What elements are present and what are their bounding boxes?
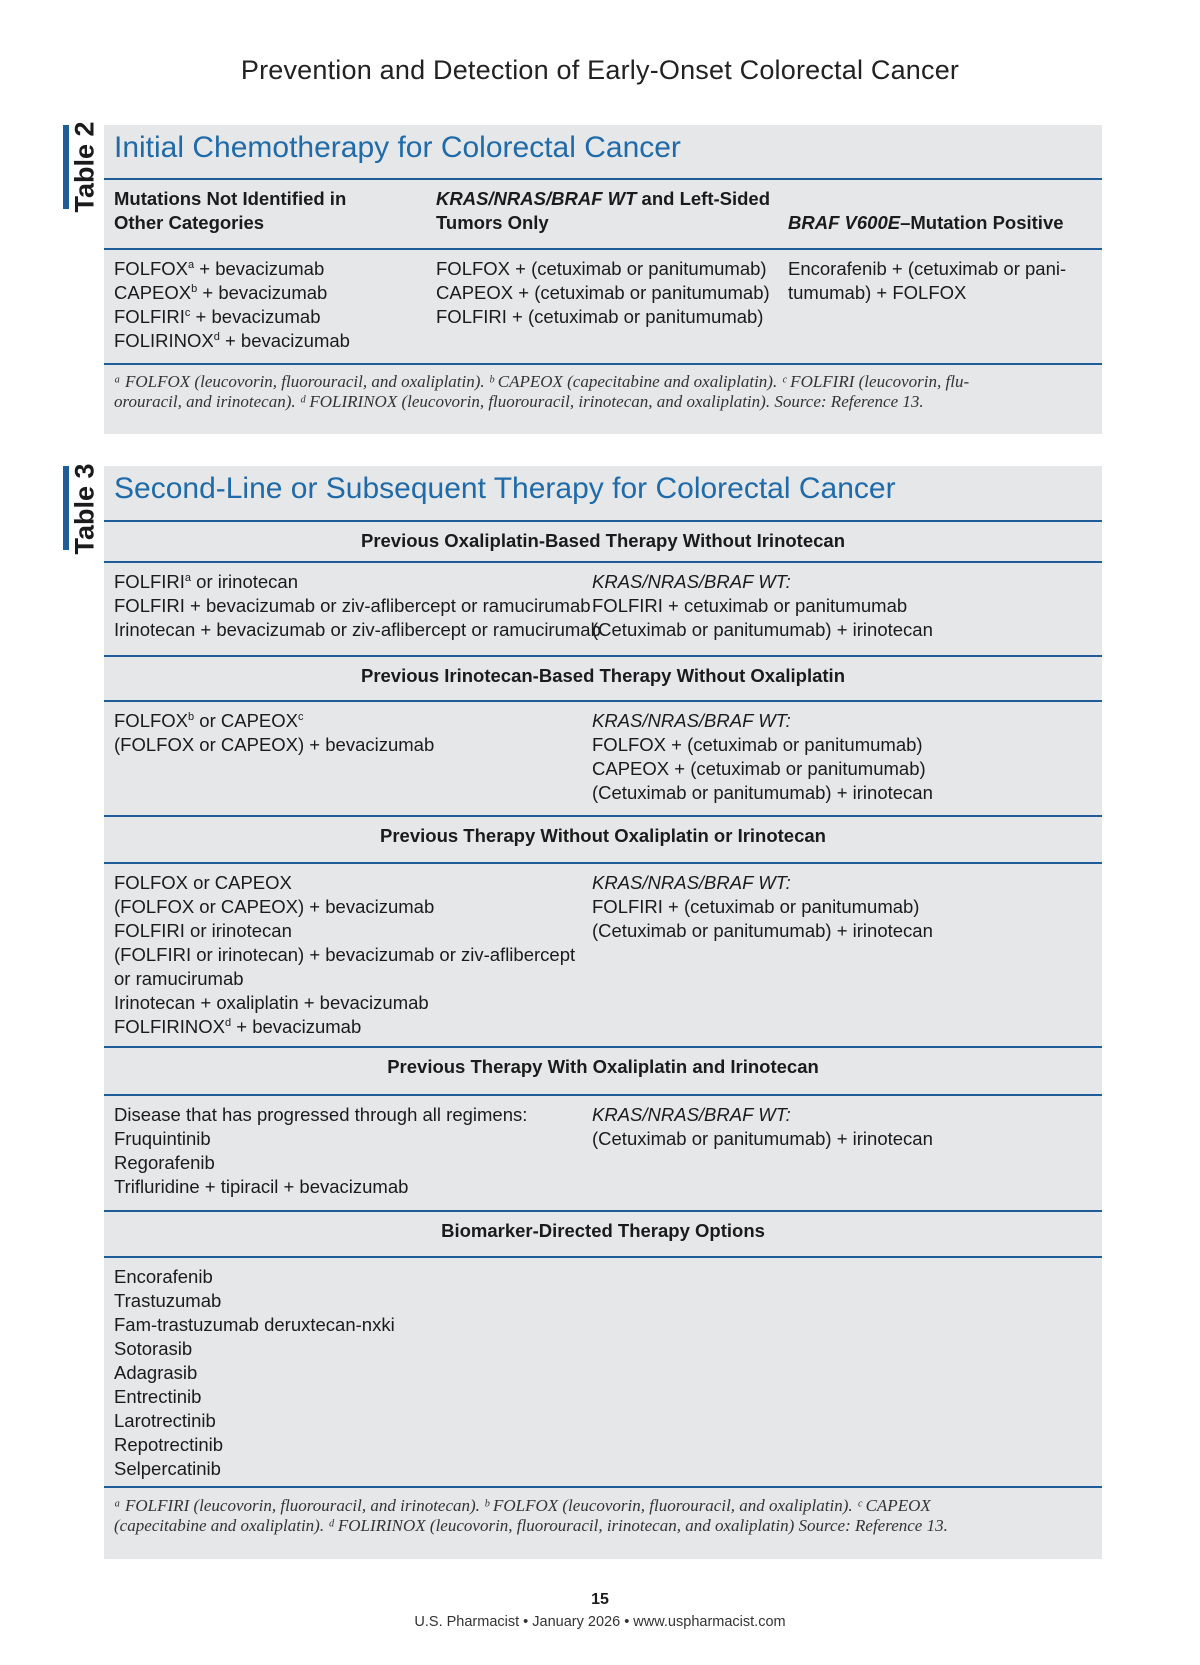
section-rule — [104, 815, 1102, 817]
table2-footnote-rule — [104, 363, 1102, 365]
table2-header-col2-rest: and Left-Sided — [636, 188, 771, 209]
list-item: Trastuzumab — [114, 1290, 222, 1311]
section-heading: Previous Therapy With Oxaliplatin and Irinotecan — [387, 1056, 819, 1077]
table2 — [104, 125, 1102, 434]
list-item: Adagrasib — [114, 1362, 198, 1383]
table2-footnote — [114, 372, 1094, 412]
section-rule — [104, 1256, 1102, 1258]
section-heading: Previous Therapy Without Oxaliplatin or Irinotecan — [380, 825, 826, 846]
section-rule — [104, 1210, 1102, 1212]
list-item: FOLFIRI + bevacizumab or ziv-aflibercept or ramucirumab — [114, 595, 591, 616]
list-item: FOLFOX + (cetuximab or panitumumab) — [592, 734, 923, 755]
table3 — [104, 466, 1102, 1559]
table2-col3-list — [788, 257, 1066, 305]
list-item: Fruquintinib — [114, 1128, 211, 1149]
table3-side-label: Table 3 — [69, 463, 100, 555]
list-item: Regorafenib — [114, 1152, 215, 1173]
table2-col3-item: tumumab) + FOLFOX — [788, 282, 967, 303]
section-left-list — [114, 871, 575, 1039]
table2-col1-item: $FOLIRINOX^d$ + bevacizumab — [114, 330, 350, 351]
list-item: CAPEOX + (cetuximab or panitumumab) — [592, 758, 926, 779]
list-item: (Cetuximab or panitumumab) + irinotecan — [592, 1128, 933, 1149]
list-item: Encorafenib — [114, 1266, 213, 1287]
section-rule — [104, 561, 1102, 563]
table2-footnote-line2: orouracil, and irinotecan). ᵈ FOLIRINOX (leucovorin, fluorouracil, irinotecan, and oxaliplatin). Source: Reference 13. — [114, 392, 924, 411]
section-right-list — [592, 871, 933, 943]
section-heading: Previous Oxaliplatin-Based Therapy Without Irinotecan — [360, 530, 845, 551]
table2-col1-item: $FOLFIRI^c$ + bevacizumab — [114, 306, 321, 327]
list-item: $FOLFIRINOX^d$ + bevacizumab — [114, 1016, 362, 1037]
table2-side-bar — [63, 125, 69, 209]
list-item: Trifluridine + tipiracil + bevacizumab — [114, 1176, 409, 1197]
section-left-list — [114, 1265, 395, 1481]
table2-col2-item: FOLFOX + (cetuximab or panitumumab) — [436, 258, 767, 279]
table2-header-col1-line2: Other Categories — [114, 212, 265, 233]
section-rule — [104, 1046, 1102, 1048]
wt-label: KRAS/NRAS/BRAF WT: — [592, 1104, 791, 1125]
table2-header-col3-italic: BRAF V600E — [788, 212, 901, 233]
table2-header-col1 — [114, 187, 346, 235]
section-rule — [104, 700, 1102, 702]
list-item: (Cetuximab or panitumumab) + irinotecan — [592, 920, 933, 941]
table2-col1-list — [114, 257, 350, 353]
table3-footnote-line2: (capecitabine and oxaliplatin). ᵈ FOLIRINOX (leucovorin, fluorouracil, irinotecan, and oxaliplatin) Source: Reference 13. — [114, 1516, 948, 1535]
list-item: Sotorasib — [114, 1338, 193, 1359]
wt-label: KRAS/NRAS/BRAF WT: — [592, 571, 791, 592]
list-item: Repotrectinib — [114, 1434, 224, 1455]
list-item: (Cetuximab or panitumumab) + irinotecan — [592, 619, 933, 640]
list-item: FOLFOX$^b$ or CAPEOX$^c$ — [114, 710, 304, 731]
wt-label: KRAS/NRAS/BRAF WT: — [592, 710, 791, 731]
table3-footnote-line1: ᵃ FOLFIRI (leucovorin, fluorouracil, and irinotecan). ᵇ FOLFOX (leucovorin, fluorouracil, and oxaliplatin). ᶜ CAPEOX — [114, 1496, 931, 1515]
table2-col2-item: FOLFIRI + (cetuximab or panitumumab) — [436, 306, 764, 327]
table3-side-bar — [63, 466, 69, 550]
table2-header-col2-line2: Tumors Only — [436, 212, 549, 233]
section-rule — [104, 862, 1102, 864]
table3-title: Second-Line or Subsequent Therapy for Colorectal Cancer — [114, 472, 896, 505]
list-item: Larotrectinib — [114, 1410, 216, 1431]
table2-side-label: Table 2 — [69, 121, 100, 213]
table2-header-col3-rest: –Mutation Positive — [900, 212, 1064, 233]
table2-title: Initial Chemotherapy for Colorectal Cancer — [114, 131, 681, 164]
list-item: FOLFIRI$^a$ or irinotecan — [114, 571, 298, 592]
section-heading: Previous Irinotecan-Based Therapy Without Oxaliplatin — [360, 665, 845, 686]
table3-footnote — [114, 1496, 1094, 1536]
list-item: FOLFIRI or irinotecan — [114, 920, 292, 941]
page-number: 15 — [591, 1591, 609, 1608]
list-item: (FOLFIRI or irinotecan) + bevacizumab or ziv-aflibercept — [114, 944, 576, 965]
table2-header-col3 — [788, 211, 1064, 235]
table2-col1-item: $FOLFOX^a$ + bevacizumab — [114, 258, 325, 279]
section-heading: Biomarker-Directed Therapy Options — [441, 1220, 765, 1241]
list-item: Fam-trastuzumab deruxtecan-nxki — [114, 1314, 395, 1335]
section-left-list — [114, 1103, 527, 1199]
table2-title-rule — [104, 178, 1102, 180]
section-right-list — [592, 709, 933, 805]
table2-col3-item: Encorafenib + (cetuximab or pani- — [788, 258, 1067, 279]
list-item: Disease that has progressed through all regimens: — [114, 1104, 528, 1125]
list-item: (Cetuximab or panitumumab) + irinotecan — [592, 782, 933, 803]
section-right-list — [592, 570, 933, 642]
table2-footnote-line1: ᵃ FOLFOX (leucovorin, fluorouracil, and oxaliplatin). ᵇ CAPEOX (capecitabine and oxaliplatin). ᶜ FOLFIRI (leucovorin, flu- — [114, 372, 970, 391]
list-item: Irinotecan + oxaliplatin + bevacizumab — [114, 992, 429, 1013]
list-item: or ramucirumab — [114, 968, 244, 989]
list-item: Entrectinib — [114, 1386, 202, 1407]
list-item: (FOLFOX or CAPEOX) + bevacizumab — [114, 734, 435, 755]
table2-col2-item: CAPEOX + (cetuximab or panitumumab) — [436, 282, 770, 303]
section-rule — [104, 1094, 1102, 1096]
publication-footer: U.S. Pharmacist • January 2026 • www.uspharmacist.com — [414, 1614, 786, 1630]
table3-footnote-rule — [104, 1486, 1102, 1488]
table2-header-col2-italic: KRAS/NRAS/BRAF WT — [436, 188, 637, 209]
table2-header-col1-line1: Mutations Not Identified in — [114, 188, 347, 209]
list-item: FOLFOX or CAPEOX — [114, 872, 292, 893]
list-item: Irinotecan + bevacizumab or ziv-aflibercept or ramucirumab — [114, 619, 601, 640]
wt-label: KRAS/NRAS/BRAF WT: — [592, 872, 791, 893]
section-left-list — [114, 570, 601, 642]
running-head: Prevention and Detection of Early-Onset Colorectal Cancer — [240, 55, 960, 85]
table2-header-col2 — [436, 187, 770, 235]
list-item: FOLFIRI + (cetuximab or panitumumab) — [592, 896, 920, 917]
table2-header-rule — [104, 248, 1102, 250]
section-rule — [104, 655, 1102, 657]
section-right-list — [592, 1103, 933, 1151]
section-left-list — [114, 709, 434, 757]
table3-title-rule — [104, 520, 1102, 522]
list-item: Selpercatinib — [114, 1458, 221, 1479]
list-item: (FOLFOX or CAPEOX) + bevacizumab — [114, 896, 435, 917]
table2-col2-list — [436, 257, 770, 329]
table2-col1-item: $CAPEOX^b$ + bevacizumab — [114, 282, 328, 303]
list-item: FOLFIRI + cetuximab or panitumumab — [592, 595, 908, 616]
